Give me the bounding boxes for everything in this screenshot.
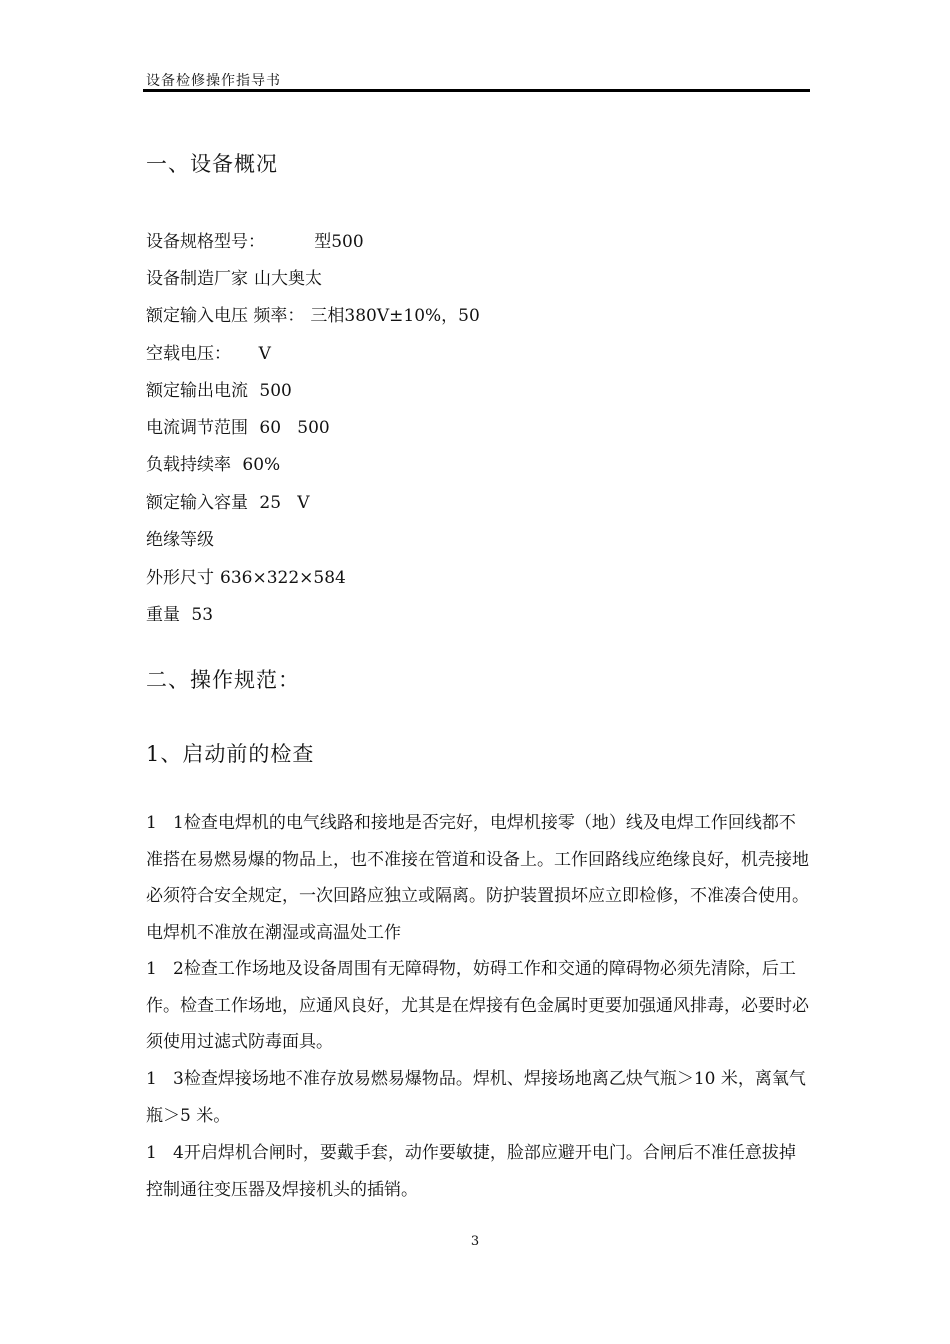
header-rule (143, 89, 810, 92)
spec-row-manufacturer (146, 264, 322, 289)
spec-row-insulation-class (146, 525, 220, 550)
spec-label: 重量 (146, 605, 180, 625)
spec-label: 设备规格型号： (146, 232, 265, 252)
item-text: 检查工作场地及设备周围有无障碍物，妨碍工作和交通的障碍物必须先清除，后工作。检查工作场地，应通风良好，尤其是在焊接有色金属时更要加强通风排毒，必要时必须使用过滤式防毒面具。 (146, 959, 809, 1052)
item-number: 1 1 (146, 813, 184, 833)
spec-label: 外形尺寸 (146, 568, 214, 588)
document-header-title: 设备检修操作指导书 (146, 73, 281, 89)
spec-value: 型500 (271, 232, 364, 252)
item-text: 开启焊机合闸时，要戴手套，动作要敏捷，脸部应避开电门。合闸后不准任意拔掉控制通往变压器及焊接机头的插销。 (146, 1143, 796, 1200)
spec-value: 山大奥太 (254, 269, 322, 289)
spec-row-input-voltage (146, 301, 480, 326)
item-text: 检查焊接场地不准存放易燃易爆物品。焊机、焊接场地离乙炔气瓶＞10 米，离氧气瓶＞5 米。 (146, 1069, 806, 1126)
section-heading-overview: 一、设备概况 (146, 152, 278, 176)
spec-label: 额定输入电压 频率： (146, 306, 305, 326)
spec-value: V (237, 344, 271, 364)
spec-label: 负载持续率 (146, 455, 231, 475)
check-item-2 (146, 951, 810, 1061)
check-item-1 (146, 805, 810, 951)
spec-label: 空载电压： (146, 344, 231, 364)
spec-value: 500 (254, 381, 292, 401)
spec-row-current-range (146, 413, 330, 438)
spec-row-input-capacity (146, 488, 310, 513)
item-number: 1 4 (146, 1143, 184, 1163)
spec-label: 电流调节范围 (146, 418, 248, 438)
spec-value: 60% (237, 455, 281, 475)
spec-label: 额定输出电流 (146, 381, 248, 401)
spec-value: 25 V (254, 493, 310, 513)
spec-row-output-current (146, 376, 292, 401)
spec-row-model (146, 227, 364, 252)
spec-row-weight (146, 600, 213, 625)
spec-label: 绝缘等级 (146, 530, 214, 550)
spec-value: 636×322×584 (220, 568, 346, 588)
page-number: 3 (470, 1234, 480, 1249)
subsection-heading-pre-start-check: 1、启动前的检查 (146, 742, 315, 766)
check-item-3 (146, 1061, 810, 1134)
check-item-4 (146, 1135, 810, 1208)
section-heading-operation: 二、操作规范： (146, 668, 300, 692)
item-number: 1 3 (146, 1069, 184, 1089)
spec-value: 53 (186, 605, 214, 625)
spec-row-dimensions (146, 563, 346, 588)
item-number: 1 2 (146, 959, 184, 979)
item-text: 检查电焊机的电气线路和接地是否完好，电焊机接零（地）线及电焊工作回线都不准搭在易燃易爆的物品上，也不准接在管道和设备上。工作回路线应绝缘良好，机壳接地必须符合安全规定，一次回路应独立或隔离。防护装置损坏应立即检修，不准凑合使用。电焊机不准放在潮湿或高温处工作 (146, 813, 809, 943)
spec-value: 60 500 (254, 418, 330, 438)
spec-value: 三相380V±10%，50 (310, 306, 480, 326)
spec-row-duty-cycle (146, 450, 280, 475)
spec-row-no-load-voltage (146, 339, 271, 364)
spec-label: 额定输入容量 (146, 493, 248, 513)
spec-label: 设备制造厂家 (146, 269, 248, 289)
